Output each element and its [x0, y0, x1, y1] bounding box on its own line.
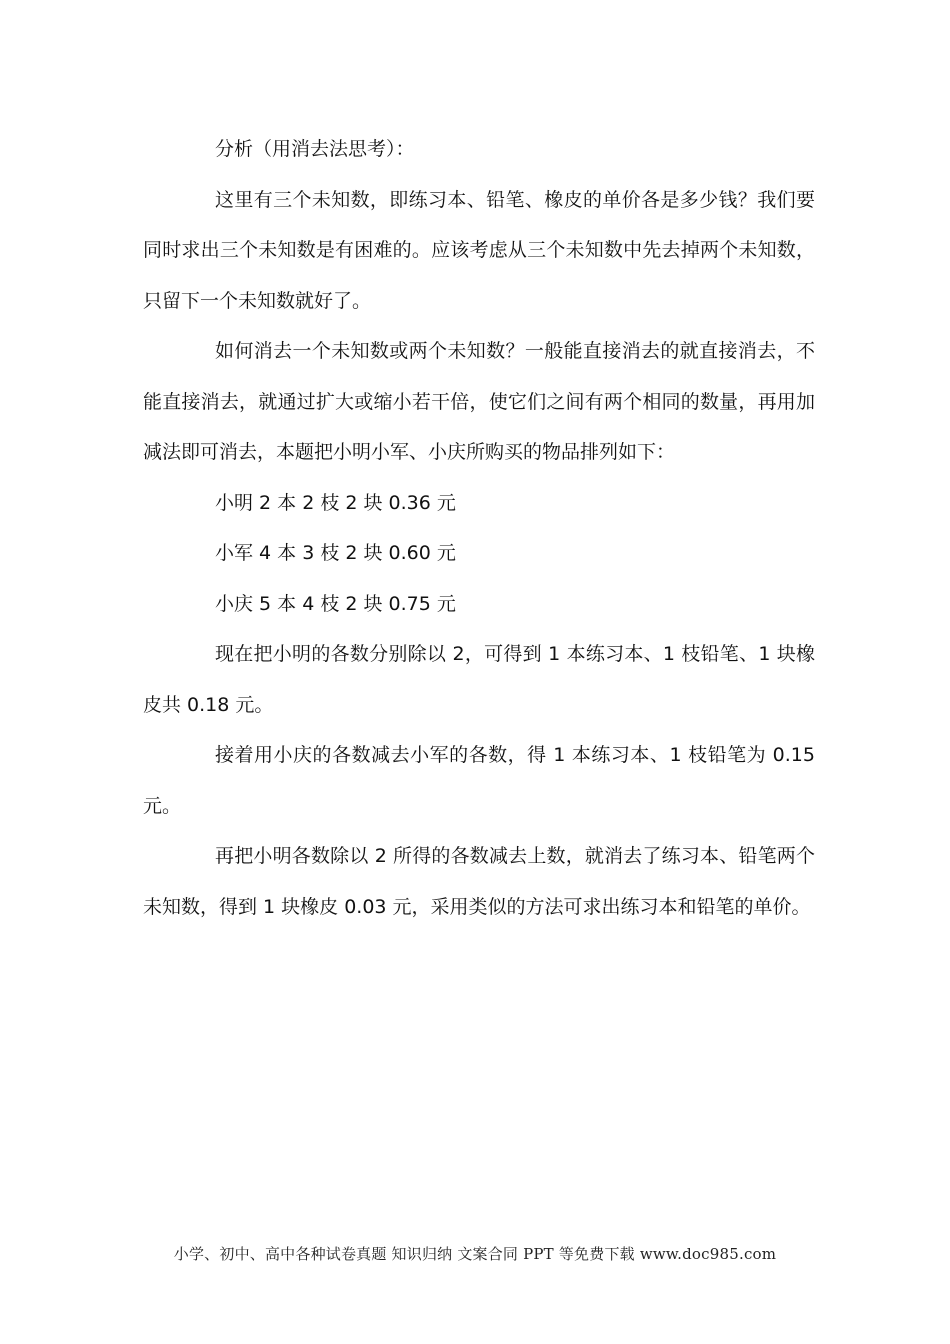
step-divide: 现在把小明的各数分别除以 2，可得到 1 本练习本、1 枝铅笔、1 块橡皮共 0.18 元。: [143, 643, 815, 716]
purchase-line-xiaoqing: 小庆 5 本 4 枝 2 块 0.75 元: [215, 592, 456, 615]
purchase-line-xiaoming: 小明 2 本 2 枝 2 块 0.36 元: [215, 491, 456, 514]
purchase-line-xiaojun: 小军 4 本 3 枝 2 块 0.60 元: [215, 542, 456, 564]
step-conclusion: 再把小明各数除以 2 所得的各数减去上数，就消去了练习本、铅笔两个未知数，得到 1 块橡皮 0.03 元，采用类似的方法可求出练习本和铅笔的单价。: [143, 845, 815, 918]
step-subtract: 接着用小庆的各数减去小军的各数，得 1 本练习本、1 枝铅笔为 0.15 元。: [143, 744, 815, 817]
document-body: [143, 124, 815, 932]
paragraph-elimination-method: 如何消去一个未知数或两个未知数？一般能直接消去的就直接消去，不能直接消去，就通过扩大或缩小若干倍，使它们之间有两个相同的数量，再用加减法即可消去，本题把小明小军、小庆所购买的物品排列如下：: [143, 340, 815, 463]
analysis-heading: 分析（用消去法思考）：: [215, 138, 415, 160]
paragraph-unknowns: 这里有三个未知数，即练习本、铅笔、橡皮的单价各是多少钱？我们要同时求出三个未知数是有困难的。应该考虑从三个未知数中先去掉两个未知数，只留下一个未知数就好了。: [143, 188, 815, 312]
footer-banner: 小学、初中、高中各种试卷真题 知识归纳 文案合同 PPT 等免费下载 www.doc985.com: [173, 1245, 777, 1263]
